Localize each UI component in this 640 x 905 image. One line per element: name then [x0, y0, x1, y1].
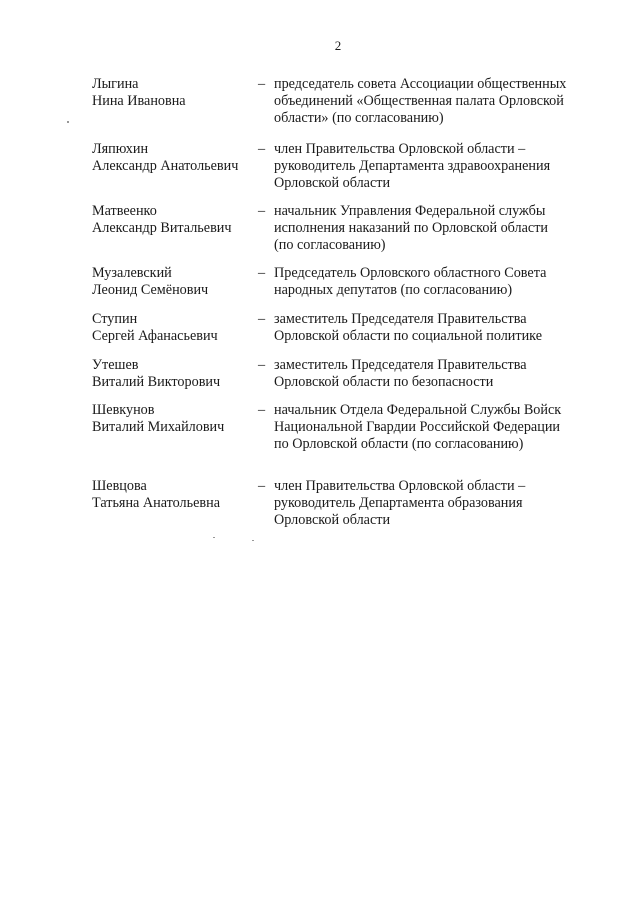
- member-surname: Лыгина: [92, 76, 139, 92]
- member-surname: Ляпюхин: [92, 141, 149, 157]
- member-given-names: Виталий Михайлович: [92, 419, 225, 435]
- member-name: [92, 478, 262, 512]
- role-line: руководитель Департамента здравоохранения: [274, 158, 551, 174]
- dash-separator: –: [258, 402, 266, 418]
- member-role: [274, 265, 604, 299]
- dash-separator: –: [258, 357, 266, 373]
- role-line: заместитель Председателя Правительства: [274, 357, 527, 373]
- role-line: начальник Отдела Федеральной Службы Войск: [274, 402, 562, 418]
- member-role: [274, 402, 604, 453]
- member-given-names: Виталий Викторович: [92, 374, 221, 390]
- role-line: заместитель Председателя Правительства: [274, 311, 527, 327]
- scan-speck: [67, 121, 69, 123]
- member-role: [274, 311, 604, 345]
- member-given-names: Леонид Семёнович: [92, 282, 209, 298]
- role-line: руководитель Департамента образования: [274, 495, 523, 511]
- member-role: [274, 203, 604, 254]
- role-line: по Орловской области (по согласованию): [274, 436, 524, 452]
- member-name: [92, 76, 262, 110]
- member-name: [92, 357, 262, 391]
- dash-separator: –: [258, 311, 266, 327]
- member-role: [274, 76, 604, 127]
- member-role: [274, 478, 604, 529]
- member-surname: Шевкунов: [92, 402, 155, 418]
- page-number: 2: [334, 38, 342, 53]
- role-line: Орловской области по безопасности: [274, 374, 494, 390]
- dash-separator: –: [258, 76, 266, 92]
- scan-speck: [213, 537, 215, 538]
- role-line: Национальной Гвардии Российской Федерации: [274, 419, 561, 435]
- scan-speck: [252, 540, 254, 541]
- member-given-names: Татьяна Анатольевна: [92, 495, 220, 511]
- role-line: председатель совета Ассоциации общественных: [274, 76, 567, 92]
- role-line: Орловской области: [274, 175, 391, 191]
- role-line: (по согласованию): [274, 237, 386, 253]
- role-line: член Правительства Орловской области –: [274, 478, 526, 494]
- member-name: [92, 265, 262, 299]
- member-surname: Ступин: [92, 311, 138, 327]
- role-line: исполнения наказаний по Орловской области: [274, 220, 549, 236]
- member-role: [274, 141, 604, 192]
- dash-separator: –: [258, 141, 266, 157]
- dash-separator: –: [258, 203, 266, 219]
- member-name: [92, 402, 262, 436]
- member-given-names: Нина Ивановна: [92, 93, 186, 109]
- role-line: начальник Управления Федеральной службы: [274, 203, 546, 219]
- member-given-names: Александр Анатольевич: [92, 158, 239, 174]
- member-surname: Музалевский: [92, 265, 172, 281]
- role-line: объединений «Общественная палата Орловской: [274, 93, 564, 109]
- member-surname: Утешев: [92, 357, 139, 373]
- member-surname: Матвеенко: [92, 203, 157, 219]
- member-role: [274, 357, 604, 391]
- role-line: Орловской области: [274, 512, 391, 528]
- role-line: народных депутатов (по согласованию): [274, 282, 513, 298]
- role-line: член Правительства Орловской области –: [274, 141, 526, 157]
- role-line: области» (по согласованию): [274, 110, 444, 126]
- member-name: [92, 141, 262, 175]
- dash-separator: –: [258, 478, 266, 494]
- member-given-names: Александр Витальевич: [92, 220, 232, 236]
- member-name: [92, 203, 262, 237]
- role-line: Председатель Орловского областного Совета: [274, 265, 547, 281]
- role-line: Орловской области по социальной политике: [274, 328, 543, 344]
- member-name: [92, 311, 262, 345]
- member-surname: Шевцова: [92, 478, 147, 494]
- dash-separator: –: [258, 265, 266, 281]
- member-given-names: Сергей Афанасьевич: [92, 328, 218, 344]
